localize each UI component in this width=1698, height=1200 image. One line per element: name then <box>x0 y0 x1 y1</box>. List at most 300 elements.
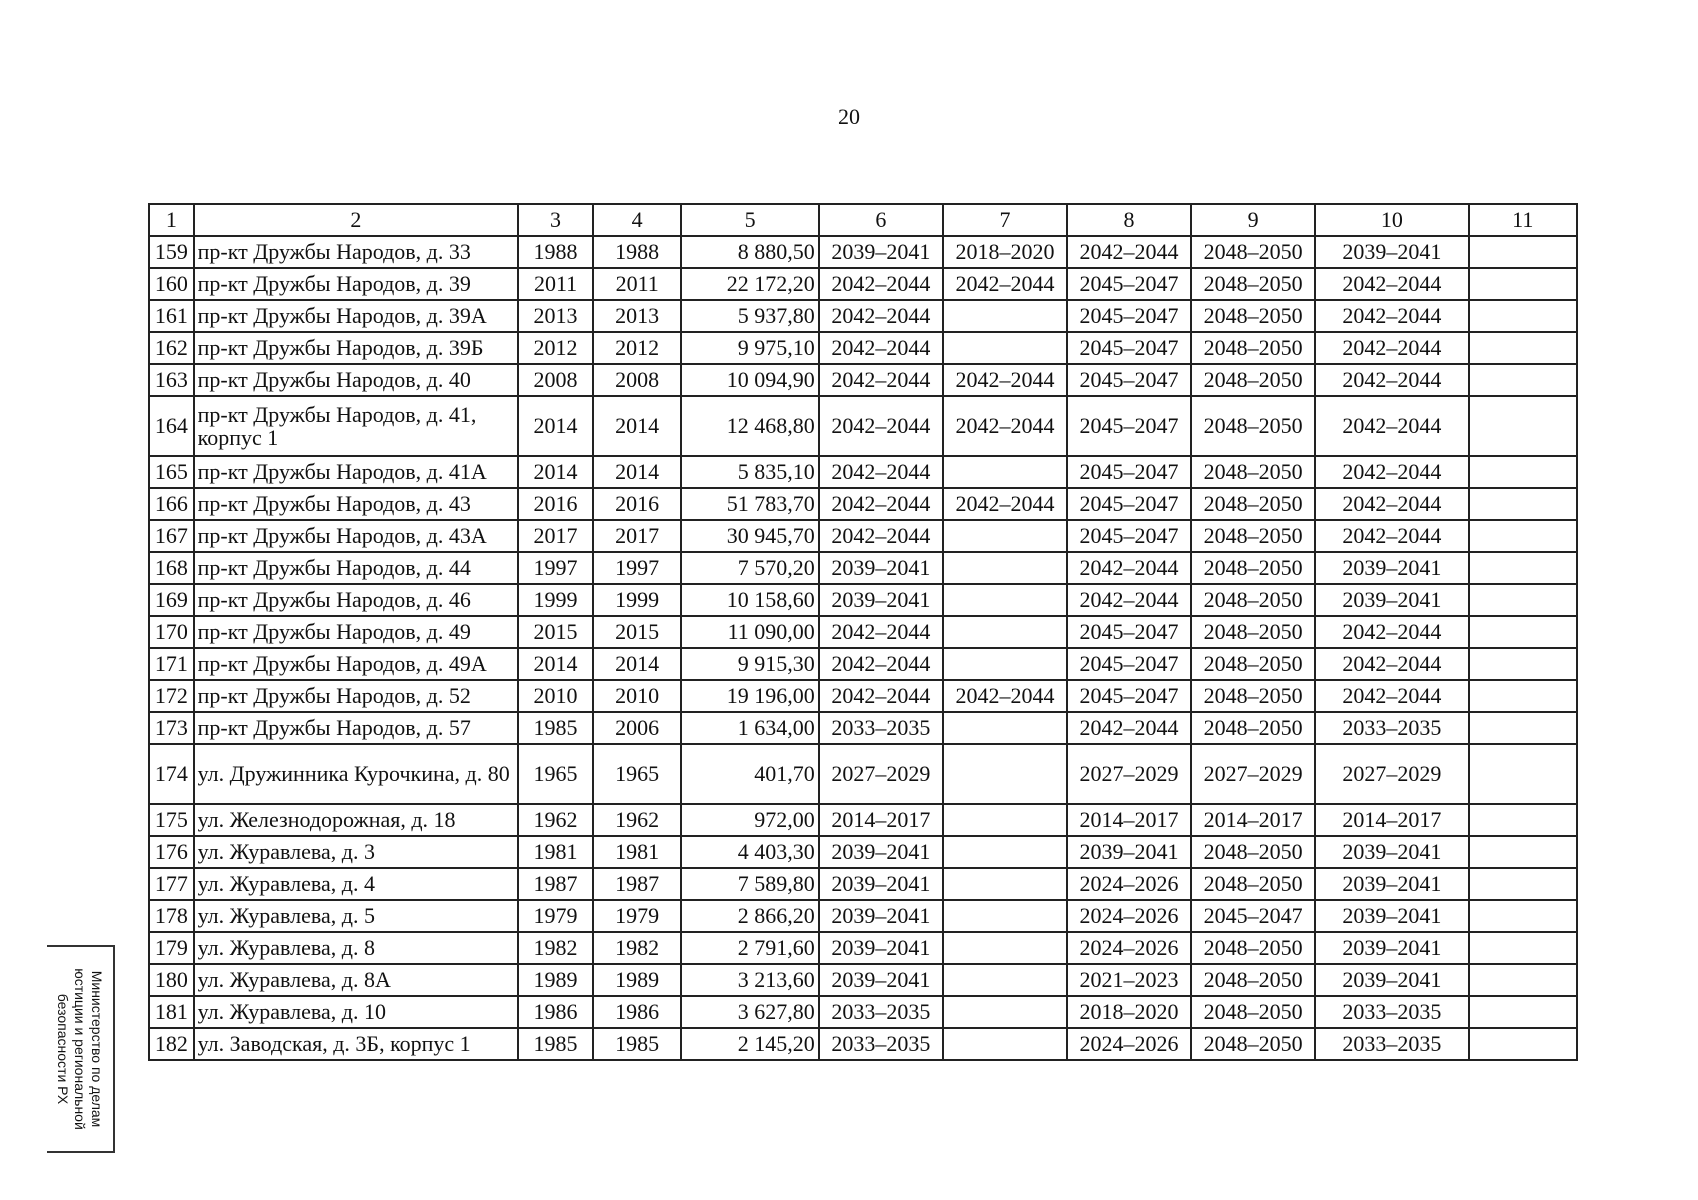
table-cell: 2021–2023 <box>1067 964 1191 996</box>
table-cell: 2012 <box>518 332 593 364</box>
table-cell: 3 627,80 <box>681 996 818 1028</box>
table-cell: 2042–2044 <box>943 488 1067 520</box>
table-cell: 2048–2050 <box>1191 236 1315 268</box>
table-cell: 2033–2035 <box>1315 712 1468 744</box>
table-row <box>149 332 1577 364</box>
table-cell: 2042–2044 <box>943 396 1067 456</box>
table-cell <box>1469 584 1577 616</box>
table-cell: 2048–2050 <box>1191 996 1315 1028</box>
table-cell <box>943 712 1067 744</box>
table-cell: 1986 <box>593 996 681 1028</box>
registration-stamp <box>47 945 115 1153</box>
table-cell: 2042–2044 <box>819 268 943 300</box>
table-row <box>149 552 1577 584</box>
table-cell: 166 <box>149 488 194 520</box>
table-cell: 2039–2041 <box>1315 964 1468 996</box>
table-cell: 2027–2029 <box>1315 744 1468 804</box>
table-cell: 2042–2044 <box>1315 488 1468 520</box>
table-cell: 2042–2044 <box>1315 456 1468 488</box>
table-cell: 1962 <box>518 804 593 836</box>
table-cell: 2042–2044 <box>1067 552 1191 584</box>
table-cell: 2008 <box>518 364 593 396</box>
table-cell: 2039–2041 <box>819 236 943 268</box>
table-cell: 2045–2047 <box>1067 520 1191 552</box>
table-cell: ул. Журавлева, д. 5 <box>194 900 519 932</box>
table-cell: 1988 <box>593 236 681 268</box>
table-cell: 22 172,20 <box>681 268 818 300</box>
table-cell: 1985 <box>593 1028 681 1060</box>
table-cell: 1985 <box>518 1028 593 1060</box>
table-cell: 1987 <box>593 868 681 900</box>
table-cell: 180 <box>149 964 194 996</box>
table-cell: 2024–2026 <box>1067 868 1191 900</box>
table-cell: 2042–2044 <box>943 268 1067 300</box>
table-cell: пр-кт Дружбы Народов, д. 41, корпус 1 <box>194 396 519 456</box>
table-cell: ул. Журавлева, д. 4 <box>194 868 519 900</box>
table-cell: 177 <box>149 868 194 900</box>
table-cell: 2042–2044 <box>1315 332 1468 364</box>
table-cell: 174 <box>149 744 194 804</box>
table-cell: 2048–2050 <box>1191 364 1315 396</box>
table-row <box>149 744 1577 804</box>
table-cell <box>1469 552 1577 584</box>
column-header: 1 <box>149 204 194 236</box>
table-cell: 2048–2050 <box>1191 552 1315 584</box>
table-cell: 2039–2041 <box>819 900 943 932</box>
table-cell: 2008 <box>593 364 681 396</box>
column-header: 3 <box>518 204 593 236</box>
table-cell <box>1469 268 1577 300</box>
table-cell <box>943 932 1067 964</box>
table-cell: 1982 <box>518 932 593 964</box>
table-cell: 2039–2041 <box>819 836 943 868</box>
building-registry-table <box>148 203 1578 1061</box>
table-cell: 169 <box>149 584 194 616</box>
table-cell: 2033–2035 <box>819 712 943 744</box>
table-cell: 2048–2050 <box>1191 584 1315 616</box>
table-cell: 2042–2044 <box>819 300 943 332</box>
table-cell: пр-кт Дружбы Народов, д. 49 <box>194 616 519 648</box>
table-cell: 2048–2050 <box>1191 488 1315 520</box>
table-cell: пр-кт Дружбы Народов, д. 43 <box>194 488 519 520</box>
table-cell <box>943 456 1067 488</box>
table-cell: ул. Железнодорожная, д. 18 <box>194 804 519 836</box>
table-cell: 2045–2047 <box>1067 648 1191 680</box>
table-cell: 178 <box>149 900 194 932</box>
table-cell: 2042–2044 <box>1315 364 1468 396</box>
table-cell: 164 <box>149 396 194 456</box>
table-cell: 181 <box>149 996 194 1028</box>
table-row <box>149 268 1577 300</box>
table-cell: 2014 <box>593 456 681 488</box>
table-cell: 2014 <box>593 396 681 456</box>
column-header: 7 <box>943 204 1067 236</box>
table-cell: 2042–2044 <box>1315 520 1468 552</box>
table-cell <box>1469 300 1577 332</box>
table-cell: 2039–2041 <box>1315 868 1468 900</box>
table-cell: 2048–2050 <box>1191 868 1315 900</box>
table-cell: 2048–2050 <box>1191 836 1315 868</box>
table-cell: 1965 <box>593 744 681 804</box>
column-header: 2 <box>194 204 519 236</box>
table-cell: 167 <box>149 520 194 552</box>
column-header: 5 <box>681 204 818 236</box>
table-cell <box>943 648 1067 680</box>
table-cell: 10 094,90 <box>681 364 818 396</box>
table-cell: 2039–2041 <box>1315 900 1468 932</box>
table-cell: 2042–2044 <box>819 648 943 680</box>
page-number: 20 <box>838 104 860 129</box>
table-cell: 2042–2044 <box>1067 584 1191 616</box>
table-cell <box>943 616 1067 648</box>
table-cell: 1981 <box>593 836 681 868</box>
table-cell: 30 945,70 <box>681 520 818 552</box>
table-cell: 2045–2047 <box>1067 680 1191 712</box>
table-cell: 5 835,10 <box>681 456 818 488</box>
table-cell: 2045–2047 <box>1067 364 1191 396</box>
table-cell: 2024–2026 <box>1067 932 1191 964</box>
table-header <box>149 204 1577 236</box>
table-cell: 2033–2035 <box>819 996 943 1028</box>
table-cell: 2014 <box>518 396 593 456</box>
table-cell: ул. Журавлева, д. 10 <box>194 996 519 1028</box>
table-cell: 1965 <box>518 744 593 804</box>
table-cell: 4 403,30 <box>681 836 818 868</box>
table-cell: 163 <box>149 364 194 396</box>
table-cell <box>943 996 1067 1028</box>
column-header: 9 <box>1191 204 1315 236</box>
table-cell <box>943 964 1067 996</box>
stamp-line: юстиции и региональной <box>72 968 89 1130</box>
stamp-line: Министерство по делам <box>89 970 106 1128</box>
table-cell: пр-кт Дружбы Народов, д. 40 <box>194 364 519 396</box>
table-cell: 2045–2047 <box>1067 616 1191 648</box>
table-cell: 1985 <box>518 712 593 744</box>
table-cell <box>943 332 1067 364</box>
table-row <box>149 1028 1577 1060</box>
table-cell: 2 145,20 <box>681 1028 818 1060</box>
table-cell: 2014–2017 <box>819 804 943 836</box>
table-cell: 171 <box>149 648 194 680</box>
table-cell: 1987 <box>518 868 593 900</box>
table-cell <box>1469 964 1577 996</box>
table-row <box>149 680 1577 712</box>
table-cell <box>1469 836 1577 868</box>
table-cell: пр-кт Дружбы Народов, д. 49А <box>194 648 519 680</box>
table-cell: 175 <box>149 804 194 836</box>
header-row <box>149 204 1577 236</box>
column-header: 8 <box>1067 204 1191 236</box>
table-cell: 2010 <box>518 680 593 712</box>
column-header: 11 <box>1469 204 1577 236</box>
table-cell: 2042–2044 <box>819 456 943 488</box>
table-cell <box>943 900 1067 932</box>
table-cell <box>1469 236 1577 268</box>
table-cell <box>1469 900 1577 932</box>
table-row <box>149 648 1577 680</box>
table-cell: пр-кт Дружбы Народов, д. 41А <box>194 456 519 488</box>
table-cell <box>1469 332 1577 364</box>
table-cell <box>943 584 1067 616</box>
table-cell: 7 570,20 <box>681 552 818 584</box>
table-cell: 2042–2044 <box>1315 300 1468 332</box>
table-cell: 159 <box>149 236 194 268</box>
table-cell: пр-кт Дружбы Народов, д. 33 <box>194 236 519 268</box>
table-cell: 401,70 <box>681 744 818 804</box>
table-cell: 2 866,20 <box>681 900 818 932</box>
table-cell: ул. Дружинника Курочкина, д. 80 <box>194 744 519 804</box>
table-row <box>149 584 1577 616</box>
table-cell: 2048–2050 <box>1191 456 1315 488</box>
table-cell: 2042–2044 <box>819 488 943 520</box>
table-cell <box>943 804 1067 836</box>
table-cell <box>943 836 1067 868</box>
table-row <box>149 236 1577 268</box>
table-cell: 2010 <box>593 680 681 712</box>
table-cell: 2039–2041 <box>1315 552 1468 584</box>
table-cell: 2039–2041 <box>1067 836 1191 868</box>
table-cell: 2039–2041 <box>819 868 943 900</box>
table-row <box>149 932 1577 964</box>
table-cell: 8 880,50 <box>681 236 818 268</box>
table-cell: 2042–2044 <box>819 680 943 712</box>
table-row <box>149 300 1577 332</box>
table-cell: 2042–2044 <box>943 680 1067 712</box>
table-cell: 7 589,80 <box>681 868 818 900</box>
table-cell: пр-кт Дружбы Народов, д. 39Б <box>194 332 519 364</box>
table-cell: 2024–2026 <box>1067 1028 1191 1060</box>
table-cell: пр-кт Дружбы Народов, д. 57 <box>194 712 519 744</box>
table-cell: 2045–2047 <box>1067 332 1191 364</box>
table-cell: 182 <box>149 1028 194 1060</box>
table-cell <box>1469 932 1577 964</box>
table-cell: ул. Журавлева, д. 3 <box>194 836 519 868</box>
table-cell: 179 <box>149 932 194 964</box>
table-cell: 972,00 <box>681 804 818 836</box>
table-row <box>149 836 1577 868</box>
table-cell: 1989 <box>518 964 593 996</box>
table-cell: 168 <box>149 552 194 584</box>
table-cell: 2045–2047 <box>1067 268 1191 300</box>
table-cell <box>1469 616 1577 648</box>
table-cell: 2048–2050 <box>1191 712 1315 744</box>
table-cell: 2027–2029 <box>1067 744 1191 804</box>
table-cell: 2042–2044 <box>819 396 943 456</box>
table-cell: 1979 <box>518 900 593 932</box>
table-cell: 2017 <box>518 520 593 552</box>
table-cell: 2042–2044 <box>1315 268 1468 300</box>
table-cell: 2011 <box>593 268 681 300</box>
table-cell: 2013 <box>518 300 593 332</box>
table-cell: 3 213,60 <box>681 964 818 996</box>
table-cell: 2042–2044 <box>819 616 943 648</box>
table-cell <box>1469 996 1577 1028</box>
table-cell: 12 468,80 <box>681 396 818 456</box>
table-cell <box>1469 520 1577 552</box>
table-cell: 2014 <box>518 648 593 680</box>
table-cell: ул. Заводская, д. 3Б, корпус 1 <box>194 1028 519 1060</box>
table-row <box>149 488 1577 520</box>
table-cell: 2006 <box>593 712 681 744</box>
table-row <box>149 396 1577 456</box>
table-cell: 160 <box>149 268 194 300</box>
table-cell: 2048–2050 <box>1191 332 1315 364</box>
table-cell <box>1469 396 1577 456</box>
table-cell: 2048–2050 <box>1191 648 1315 680</box>
table-cell <box>1469 1028 1577 1060</box>
table-cell: 51 783,70 <box>681 488 818 520</box>
table-cell: 2033–2035 <box>1315 1028 1468 1060</box>
table-cell: 11 090,00 <box>681 616 818 648</box>
table-cell: 1989 <box>593 964 681 996</box>
table-cell: 1981 <box>518 836 593 868</box>
table-cell: 1997 <box>593 552 681 584</box>
stamp-text <box>55 949 105 1149</box>
table-row <box>149 900 1577 932</box>
table-cell: 2045–2047 <box>1067 396 1191 456</box>
table-cell: 2014 <box>593 648 681 680</box>
table-cell: 9 975,10 <box>681 332 818 364</box>
table-cell: 1999 <box>593 584 681 616</box>
table-cell <box>1469 804 1577 836</box>
table-cell: 2017 <box>593 520 681 552</box>
table-cell: 2039–2041 <box>1315 932 1468 964</box>
table-cell: 2027–2029 <box>1191 744 1315 804</box>
table-cell: 2039–2041 <box>1315 236 1468 268</box>
column-header: 4 <box>593 204 681 236</box>
table-cell: 2039–2041 <box>1315 584 1468 616</box>
table-cell: ул. Журавлева, д. 8 <box>194 932 519 964</box>
table-cell: 1988 <box>518 236 593 268</box>
table-cell: 2039–2041 <box>819 932 943 964</box>
table-cell <box>1469 712 1577 744</box>
table-cell <box>943 552 1067 584</box>
table-cell: пр-кт Дружбы Народов, д. 46 <box>194 584 519 616</box>
table-cell: 2033–2035 <box>1315 996 1468 1028</box>
table-cell: пр-кт Дружбы Народов, д. 44 <box>194 552 519 584</box>
table-cell: 2015 <box>518 616 593 648</box>
table-cell: 2011 <box>518 268 593 300</box>
table-row <box>149 804 1577 836</box>
table-cell: 2014 <box>518 456 593 488</box>
table-cell: 2048–2050 <box>1191 964 1315 996</box>
table-cell: 19 196,00 <box>681 680 818 712</box>
table-cell: 2039–2041 <box>819 552 943 584</box>
table-cell: 2014–2017 <box>1315 804 1468 836</box>
table-cell: 2048–2050 <box>1191 932 1315 964</box>
column-header: 6 <box>819 204 943 236</box>
table-cell: 2014–2017 <box>1191 804 1315 836</box>
table-cell: пр-кт Дружбы Народов, д. 43А <box>194 520 519 552</box>
table-cell: 2014–2017 <box>1067 804 1191 836</box>
table-cell <box>1469 364 1577 396</box>
table-cell <box>943 300 1067 332</box>
table-cell: 2016 <box>593 488 681 520</box>
table-cell: 2042–2044 <box>1315 396 1468 456</box>
table-row <box>149 964 1577 996</box>
table-cell <box>943 744 1067 804</box>
table-row <box>149 868 1577 900</box>
table-cell: 2042–2044 <box>1315 616 1468 648</box>
table-body <box>149 236 1577 1060</box>
table-row <box>149 996 1577 1028</box>
table-cell: 2027–2029 <box>819 744 943 804</box>
table-cell: 2048–2050 <box>1191 396 1315 456</box>
table-cell: 1999 <box>518 584 593 616</box>
table-cell: 162 <box>149 332 194 364</box>
table-row <box>149 364 1577 396</box>
table-cell: 1 634,00 <box>681 712 818 744</box>
table-cell: 2018–2020 <box>1067 996 1191 1028</box>
table-cell: 2045–2047 <box>1067 300 1191 332</box>
table-row <box>149 616 1577 648</box>
table-cell: 1962 <box>593 804 681 836</box>
table-cell: 2033–2035 <box>819 1028 943 1060</box>
table-cell: 2012 <box>593 332 681 364</box>
table-cell: 2048–2050 <box>1191 1028 1315 1060</box>
table-cell: 2042–2044 <box>1315 680 1468 712</box>
table-cell: 2039–2041 <box>1315 836 1468 868</box>
table-cell: 165 <box>149 456 194 488</box>
table-cell: 2015 <box>593 616 681 648</box>
table-cell <box>1469 456 1577 488</box>
table-cell: 2048–2050 <box>1191 520 1315 552</box>
table-cell: 9 915,30 <box>681 648 818 680</box>
table-cell: 2013 <box>593 300 681 332</box>
table-row <box>149 712 1577 744</box>
table-cell: 176 <box>149 836 194 868</box>
table-cell: 2018–2020 <box>943 236 1067 268</box>
table-cell <box>1469 648 1577 680</box>
table-cell: ул. Журавлева, д. 8А <box>194 964 519 996</box>
table-cell: 173 <box>149 712 194 744</box>
table-cell: 2045–2047 <box>1191 900 1315 932</box>
table-cell: 2045–2047 <box>1067 456 1191 488</box>
table-cell: 2048–2050 <box>1191 680 1315 712</box>
table-cell: 2042–2044 <box>819 364 943 396</box>
table-cell <box>1469 868 1577 900</box>
table-cell <box>1469 488 1577 520</box>
table-cell: 161 <box>149 300 194 332</box>
table-cell: 172 <box>149 680 194 712</box>
stamp-line: безопасности РХ <box>55 993 72 1105</box>
table-cell: пр-кт Дружбы Народов, д. 39А <box>194 300 519 332</box>
table-cell <box>943 868 1067 900</box>
table-cell: 2016 <box>518 488 593 520</box>
table-cell: 2042–2044 <box>943 364 1067 396</box>
table-cell: 170 <box>149 616 194 648</box>
table-cell: 5 937,80 <box>681 300 818 332</box>
table-row <box>149 456 1577 488</box>
table-row <box>149 520 1577 552</box>
column-header: 10 <box>1315 204 1468 236</box>
table-cell: 1997 <box>518 552 593 584</box>
table-cell: 2024–2026 <box>1067 900 1191 932</box>
table-cell: 2048–2050 <box>1191 300 1315 332</box>
table-cell: 2042–2044 <box>1315 648 1468 680</box>
table-cell: 10 158,60 <box>681 584 818 616</box>
table-cell: 2048–2050 <box>1191 268 1315 300</box>
table-cell: 2039–2041 <box>819 964 943 996</box>
table-cell: 2 791,60 <box>681 932 818 964</box>
table-cell <box>1469 744 1577 804</box>
table-cell: 1986 <box>518 996 593 1028</box>
table-cell <box>943 1028 1067 1060</box>
table-cell: 2042–2044 <box>819 332 943 364</box>
table-cell: 2042–2044 <box>819 520 943 552</box>
table-cell: 2048–2050 <box>1191 616 1315 648</box>
table-cell <box>1469 680 1577 712</box>
